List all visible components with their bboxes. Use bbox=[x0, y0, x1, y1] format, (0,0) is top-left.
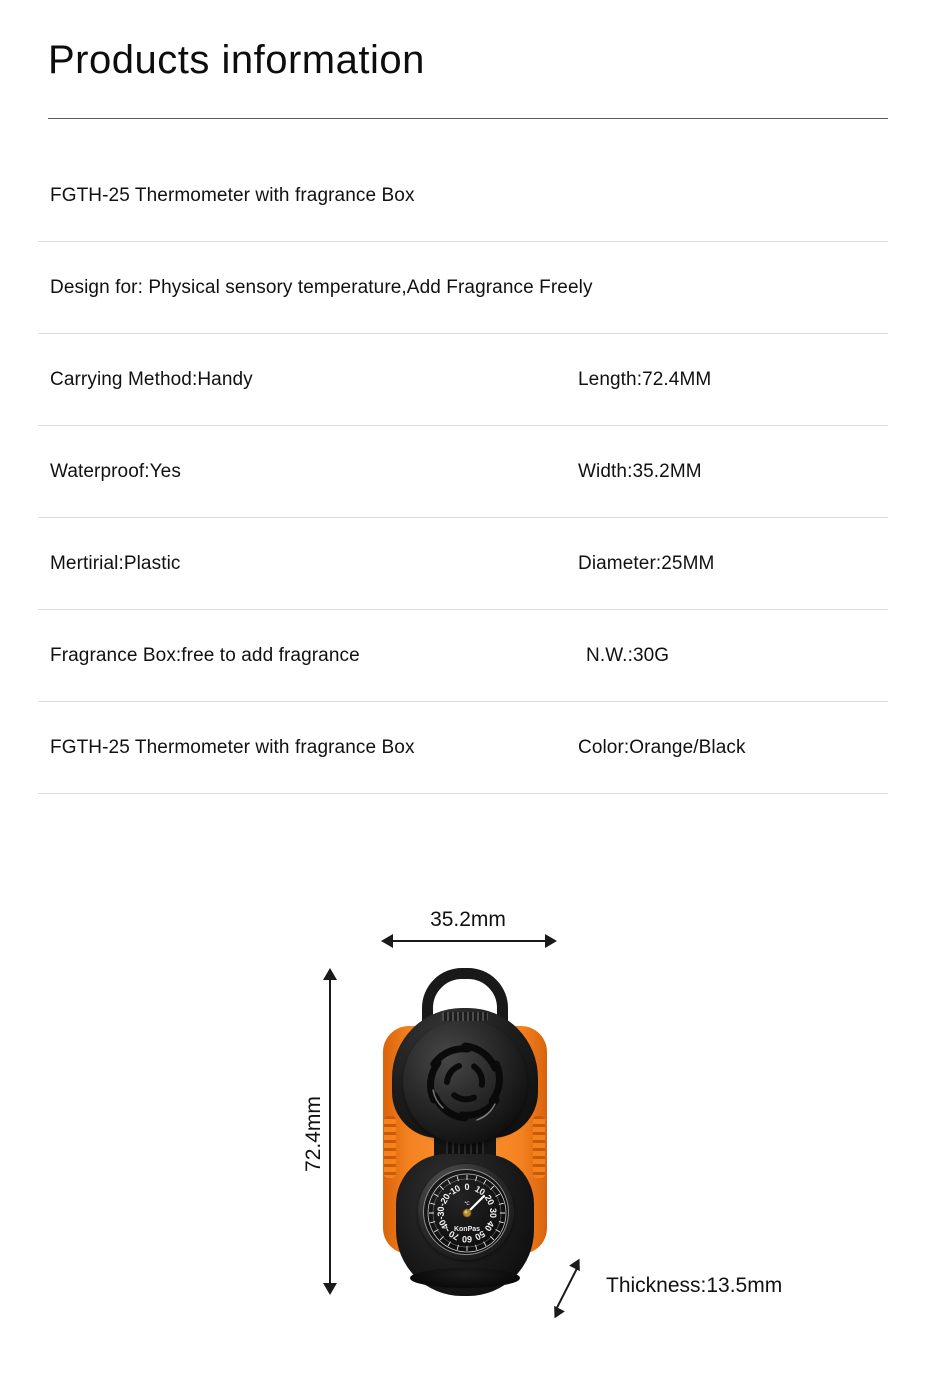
svg-text:-40: -40 bbox=[436, 1217, 453, 1235]
page-title: Products information bbox=[48, 38, 425, 82]
svg-text:-30: -30 bbox=[436, 1206, 446, 1220]
spec-label: Carrying Method:Handy bbox=[50, 369, 253, 390]
grip-ridges-left bbox=[384, 1116, 396, 1178]
product-image bbox=[370, 968, 560, 1298]
spec-label: FGTH-25 Thermometer with fragrance Box bbox=[50, 185, 415, 206]
specifications-table bbox=[0, 150, 950, 794]
svg-text:-10: -10 bbox=[445, 1182, 463, 1199]
thickness-dimension-label: Thickness:13.5mm bbox=[606, 1274, 783, 1297]
svg-text:20: 20 bbox=[482, 1193, 497, 1207]
svg-text:0: 0 bbox=[464, 1182, 470, 1192]
spec-value: Width:35.2MM bbox=[578, 461, 702, 482]
table-row bbox=[0, 610, 950, 702]
table-row bbox=[0, 242, 950, 334]
arrow-left-icon bbox=[381, 934, 393, 948]
arrow-diagonal-up-icon bbox=[569, 1256, 585, 1271]
svg-text:50: 50 bbox=[473, 1228, 487, 1243]
svg-text:70: 70 bbox=[447, 1228, 461, 1243]
row-divider bbox=[38, 793, 888, 794]
table-row bbox=[0, 150, 950, 242]
svg-text:30: 30 bbox=[488, 1207, 498, 1219]
spec-label: Waterproof:Yes bbox=[50, 461, 181, 482]
svg-text:℃: ℃ bbox=[464, 1201, 470, 1207]
lower-housing-shadow bbox=[410, 1268, 520, 1288]
grip-ridges-right bbox=[533, 1116, 545, 1178]
table-row bbox=[0, 518, 950, 610]
arrow-down-icon bbox=[323, 1283, 337, 1295]
svg-text:KonPas: KonPas bbox=[453, 1226, 481, 1233]
spec-value: Diameter:25MM bbox=[578, 553, 715, 574]
table-row bbox=[0, 426, 950, 518]
spec-label: Fragrance Box:free to add fragrance bbox=[50, 645, 360, 666]
width-dimension-line bbox=[389, 940, 547, 942]
title-divider bbox=[48, 118, 888, 119]
svg-text:-20: -20 bbox=[436, 1191, 453, 1209]
height-dimension-label: 72.4mm bbox=[302, 1096, 325, 1172]
svg-text:60: 60 bbox=[461, 1234, 473, 1244]
spec-label: FGTH-25 Thermometer with fragrance Box bbox=[50, 737, 415, 758]
arrow-up-icon bbox=[323, 968, 337, 980]
spec-value: Color:Orange/Black bbox=[578, 737, 746, 758]
fragrance-cap bbox=[403, 1020, 527, 1144]
spec-label: Mertirial:Plastic bbox=[50, 553, 181, 574]
table-row bbox=[0, 334, 950, 426]
arrow-diagonal-down-icon bbox=[549, 1306, 565, 1321]
cap-hinge bbox=[442, 1012, 488, 1021]
spec-label: Design for: Physical sensory temperature,Add Fragrance Freely bbox=[50, 277, 593, 298]
height-dimension-line bbox=[329, 980, 331, 1284]
svg-text:10: 10 bbox=[473, 1183, 487, 1198]
thermometer-dial-face bbox=[423, 1169, 509, 1255]
thermometer-dial-bezel bbox=[418, 1164, 514, 1260]
spec-value: N.W.:30G bbox=[586, 645, 670, 666]
svg-text:40: 40 bbox=[482, 1219, 497, 1233]
thermometer-scale-icon bbox=[424, 1170, 509, 1255]
arrow-right-icon bbox=[545, 934, 557, 948]
table-row bbox=[0, 702, 950, 794]
width-dimension-label: 35.2mm bbox=[430, 908, 506, 931]
spec-value: Length:72.4MM bbox=[578, 369, 712, 390]
swirl-vent-icon bbox=[403, 1020, 527, 1144]
